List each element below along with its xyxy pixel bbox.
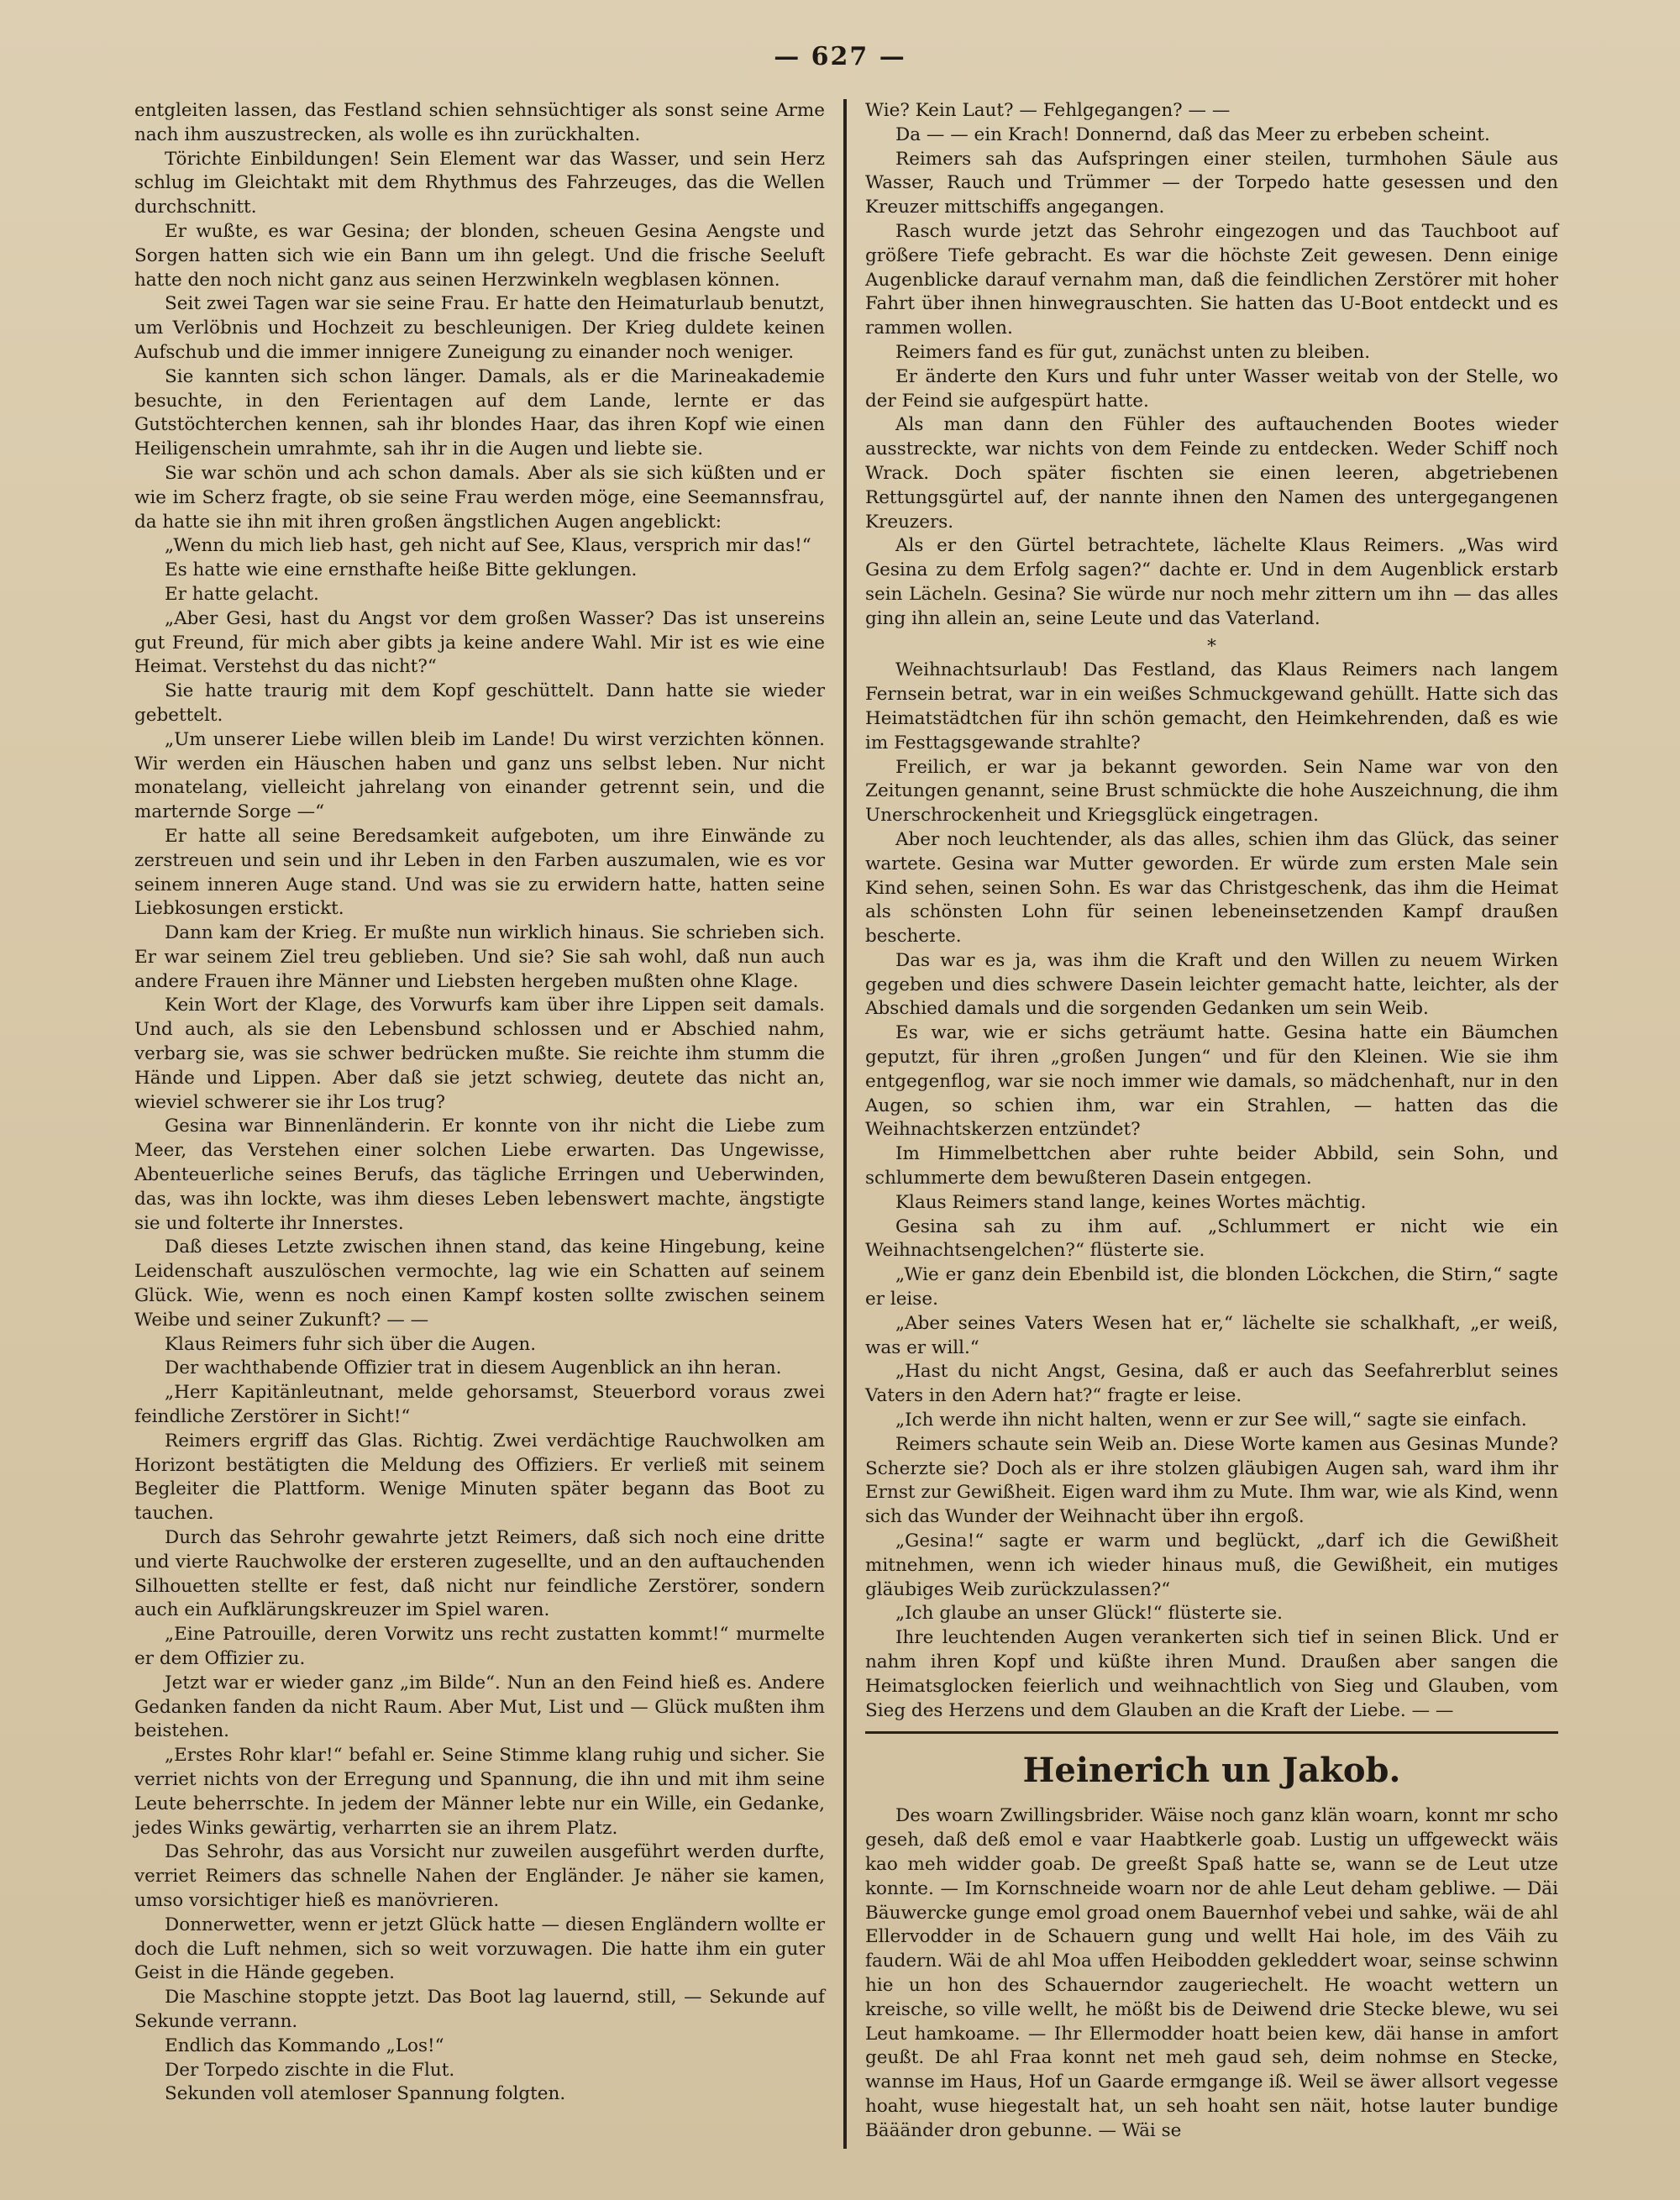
left-column (134, 99, 825, 2107)
paragraph: „Erstes Rohr klar!“ befahl er. Seine Stimme klang ruhig und sicher. Sie verriet nichts von der Erregung und Spannung, die ihn und mit ihm seine Leute beherrschte. In jedem der Männer lebte nur ein Wille, ein Gedanke, jedes Winks gewärtig, verharrten sie an ihrem Platz. (134, 1745, 825, 1839)
paragraph: „Eine Patrouille, deren Vorwitz uns recht zustatten kommt!“ murmelte er dem Offizier zu. (134, 1624, 825, 1669)
right-column (865, 99, 1558, 2144)
paragraph: Das Sehrohr, das aus Vorsicht nur zuweilen ausgeführt werden durfte, verriet Reimers das schnelle Nahen der Engländer. Je näher sie kamen, umso vorsichtiger hieß es manövrieren. (134, 1841, 825, 1911)
paragraph: Donnerwetter, wenn er jetzt Glück hatte — diesen Engländern wollte er doch die Luft nehmen, sich so weit vorzuwagen. Die hatte ihm ein guter Geist in die Hände gegeben. (134, 1914, 825, 1984)
paragraph: „Hast du nicht Angst, Gesina, daß er auch das Seefahrerblut seines Vaters in den Adern hat?“ fragte er leise. (865, 1361, 1558, 1407)
paragraph: Des woarn Zwillingsbrider. Wäise noch ganz klän woarn, konnt mr scho geseh, daß deß emol e vaar Haabtkerle goab. Lustig un uffgeweckt wäis kao meh widder goab. De greeßt Spaß hatte se, wann se de Leut utze konnte. — Im Kornschneide woarn nor de ahle Leut deham gebliwe. — Däi Bäuwercke gunge emol groad onem Bauernhof vebei und sahke, wäi de ahl Ellervodder in de Schauern gung und wellt Hai hole, im des Väih zu faudern. Wäi de ahl Moa uffen Heibodden gekleddert woar, seinse schwinn hie un hon des Schauerndor zaugeriechelt. He woacht wettern un kreische, so ville wellt, he mößt bis de Deiwend drie Stecke blewe, wu sei Leut hamkoame. — Ihr Ellermodder hoatt beien kew, däi hanse in amfort geußt. De ahl Fraa konnt net meh gaud seh, deim nohmse en Stecke, wannse im Haus, Hof un Gaarde ermgange iß. Weil se äwer allsort vegesse hoaht, wuse hiegestalt hat, un seh hoaht sen näit, hotse lauter bundige Bääänder dron gebunne. — Wäi se (865, 1805, 1558, 2141)
paragraph: Reimers fand es für gut, zunächst unten zu bleiben. (895, 341, 1371, 363)
paragraph: Reimers ergriff das Glas. Richtig. Zwei verdächtige Rauchwolken am Horizont bestätigten die Meldung des Offiziers. Er verließ mit seinem Begleiter die Plattform. Wenige Minuten später begann das Boot zu tauchen. (134, 1430, 825, 1525)
paragraph: „Um unserer Liebe willen bleib im Lande! Du wirst verzichten können. Wir werden ein Häuschen haben und ganz uns selbst leben. Nur nicht monatelang, vielleicht jahrelang von einander getrennt sein, und die marternde Sorge —“ (134, 728, 825, 823)
paragraph: Er wußte, es war Gesina; der blonden, scheuen Gesina Aengste und Sorgen hatten sich wie ein Bann um ihn gelegt. Und die frische Seeluft hatte den noch nicht ganz aus seinen Herzwinkeln wegblasen können. (134, 220, 825, 291)
paragraph: Weihnachtsurlaub! Das Festland, das Klaus Reimers nach langem Fernsein betrat, war in ein weißes Schmuckgewand gehüllt. Hatte sich das Heimatstädtchen für ihn schön gemacht, den Heimkehrenden, daß es wie im Festtagsgewande strahlte? (865, 659, 1558, 753)
paragraph: Aber noch leuchtender, als das alles, schien ihm das Glück, das seiner wartete. Gesina war Mutter geworden. Er würde zum ersten Male sein Kind sehen, seinen Sohn. Es war das Christgeschenk, das ihm die Heimat als schönsten Lohn für seinen lebeneinsetzenden Kampf draußen bescherte. (865, 828, 1558, 948)
paragraph: Wie? Kein Laut? — Fehlgegangen? — — (865, 100, 1231, 121)
paragraph: Seit zwei Tagen war sie seine Frau. Er hatte den Heimaturlaub benutzt, um Verlöbnis und Hochzeit zu beschleunigen. Der Krieg duldete keinen Aufschub und die immer innigere Zuneigung zu einander noch weniger. (134, 293, 825, 363)
paragraph: „Ich glaube an unser Glück!“ flüsterte sie. (895, 1603, 1284, 1625)
paragraph: Jetzt war er wieder ganz „im Bilde“. Nun an den Feind hieß es. Andere Gedanken fanden da nicht Raum. Aber Mut, List und — Glück mußten ihm beistehen. (134, 1672, 825, 1742)
paragraph: Freilich, er war ja bekannt geworden. Sein Name war von den Zeitungen genannt, seine Brust schmückte die hohe Auszeichnung, die ihm Unerschrockenheit und Kriegsglück eingetragen. (865, 756, 1558, 827)
story-body (865, 1804, 1558, 2143)
section-separator: * (1207, 635, 1216, 657)
paragraph: Da — — ein Krach! Donnernd, daß das Meer zu erbeben scheint. (895, 123, 1490, 145)
paragraph: Gesina war Binnenländerin. Er konnte von ihr nicht die Liebe zum Meer, das Verstehen einer solchen Liebe erwarten. Das Ungewisse, Abenteuerliche seines Berufs, das tägliche Erringen und Ueberwinden, das, was ihn lockte, was ihm dieses Leben lebenswert machte, ängstigte sie und folterte ihr Innerstes. (134, 1116, 825, 1234)
paragraph: „Wenn du mich lieb hast, geh nicht auf See, Klaus, versprich mir das!“ (165, 535, 811, 557)
story-title: Heinerich un Jakob. (1022, 1751, 1401, 1791)
paragraph: Der Torpedo zischte in die Flut. (165, 2059, 455, 2081)
right-column-story-part-2 (865, 659, 1558, 1723)
paragraph: entgleiten lassen, das Festland schien sehnsüchtiger als sonst seine Arme nach ihm auszustrecken, als wolle es ihn zurückhalten. (134, 100, 825, 145)
paragraph: Als man dann den Fühler des auftauchenden Bootes wieder ausstreckte, war nichts von dem Feinde zu entdecken. Weder Schiff noch Wrack. Doch später fischten sie einen leeren, abgetriebenen Rettungsgürtel auf, der nannte ihnen den Namen des untergegangenen Kreuzers. (865, 414, 1558, 533)
paragraph: Rasch wurde jetzt das Sehrohr eingezogen und das Tauchboot auf größere Tiefe gebracht. Es war die höchste Zeit gewesen. Denn einige Augenblicke darauf vernahm man, daß die feindlichen Zerstörer mit hoher Fahrt über ihnen hinwegrauschten. Sie hatten das U-Boot entdeckt und es rammen wollen. (865, 220, 1558, 339)
paragraph: Durch das Sehrohr gewahrte jetzt Reimers, daß sich noch eine dritte und vierte Rauchwolke der ersteren zugesellte, und an den auftauchenden Silhouetten stellte er fest, daß nicht nur feindliche Zerstörer, sondern auch ein Aufklärungskreuzer im Spiel waren. (134, 1527, 825, 1621)
paragraph: Klaus Reimers stand lange, keines Wortes mächtig. (895, 1191, 1367, 1213)
paragraph: Als er den Gürtel betrachtete, lächelte Klaus Reimers. „Was wird Gesina zu dem Erfolg sagen?“ dachte er. Und in dem Augenblick erstarb sein Lächeln. Gesina? Sie würde nur noch mehr zittern um ihn — das alles ging ihn allein an, seine Leute und das Vaterland. (865, 535, 1558, 629)
paragraph: Er änderte den Kurs und fuhr unter Wasser weitab von der Stelle, wo der Feind sie aufgespürt hatte. (865, 365, 1558, 412)
paragraph: Sekunden voll atemloser Spannung folgten. (165, 2083, 566, 2105)
paragraph: Endlich das Kommando „Los!“ (165, 2035, 444, 2056)
paragraph: Törichte Einbildungen! Sein Element war das Wasser, und sein Herz schlug im Gleichtakt mit dem Rhythmus des Fahrzeuges, das die Wellen durchschnitt. (134, 148, 825, 218)
column-divider (843, 99, 847, 2149)
paragraph: Im Himmelbettchen aber ruhte beider Abbild, sein Sohn, und schlummerte dem bewußteren Dasein entgegen. (865, 1143, 1558, 1189)
paragraph: Das war es ja, was ihm die Kraft und den Willen zu neuem Wirken gegeben und dies schwere Dasein leichter gemacht hatte, leichter, als der Abschied damals und die sorgenden Gedanken um sein Weib. (865, 949, 1558, 1020)
paragraph: Kein Wort der Klage, des Vorwurfs kam über ihre Lippen seit damals. Und auch, als sie den Lebensbund schlossen und er Abschied nahm, verbarg sie, was sie schwer bedrücken mußte. Sie reichte ihm stumm die Hände und Lippen. Aber daß sie jetzt schwieg, deutete das nicht an, wieviel schwerer sie ihr Los trug? (134, 995, 825, 1113)
paragraph: Reimers sah das Aufspringen einer steilen, turmhohen Säule aus Wasser, Rauch und Trümmer — der Torpedo hatte gesessen und den Kreuzer mittschiffs angegangen. (865, 148, 1558, 218)
paragraph: „Aber Gesi, hast du Angst vor dem großen Wasser? Das ist unsereins gut Freund, für mich aber gibts ja keine andere Wahl. Mir ist es wie eine Heimat. Verstehst du das nicht?“ (134, 607, 825, 678)
paragraph: Dann kam der Krieg. Er mußte nun wirklich hinaus. Sie schrieben sich. Er war seinem Ziel treu geblieben. Und sie? Sie sah wohl, daß nun auch andere Frauen ihre Männer und Liebsten hergeben mußten ohne Klage. (134, 922, 825, 992)
paragraph: „Wie er ganz dein Ebenbild ist, die blonden Löckchen, die Stirn,“ sagte er leise. (865, 1264, 1558, 1310)
paragraph: Sie war schön und ach schon damals. Aber als sie sich küßten und er wie im Scherz fragte, ob sie seine Frau werden möge, eine Seemannsfrau, da hatte sie ihn mit ihren großen ängstlichen Augen angeblickt: (134, 462, 825, 533)
paragraph: Es war, wie er sichs geträumt hatte. Gesina hatte ein Bäumchen geputzt, für ihren „großen Jungen“ und für den Kleinen. Wie sie ihm entgegenflog, war sie noch immer wie damals, so mädchenhaft, nur in den Augen, so schien ihm, war ein Strahlen, — hatten das die Weihnachtskerzen entzündet? (865, 1022, 1558, 1141)
paragraph: Er hatte all seine Beredsamkeit aufgeboten, um ihre Einwände zu zerstreuen und sein und ihr Leben in den Farben auszumalen, wie es vor seinem inneren Auge stand. Und was sie zu erwidern hatte, hatten seine Liebkosungen erstickt. (134, 825, 825, 920)
paragraph: Daß dieses Letzte zwischen ihnen stand, das keine Hingebung, keine Leidenschaft auszulöschen vermochte, lag wie ein Schatten auf seinem Glück. Wie, wenn es noch einen Kampf kosten sollte zwischen seinem Weibe und seiner Zukunft? — — (134, 1237, 825, 1331)
paragraph: „Aber seines Vaters Wesen hat er,“ lächelte sie schalkhaft, „er weiß, was er will.“ (865, 1312, 1558, 1358)
paragraph: Sie kannten sich schon länger. Damals, als er die Marineakademie besuchte, in den Ferientagen auf dem Lande, lernte er das Gutstöchterchen kennen, sah ihr blondes Haar, das ihren Kopf wie einen Heiligenschein umrahmte, sah ihr in die Augen und liebte sie. (134, 365, 825, 460)
paragraph: Die Maschine stoppte jetzt. Das Boot lag lauernd, still, — Sekunde auf Sekunde verrann. (134, 1987, 825, 2032)
paragraph: „Gesina!“ sagte er warm und beglückt, „darf ich die Gewißheit mitnehmen, wenn ich wieder hinaus muß, die Gewißheit, ein mutiges gläubiges Weib zurückzulassen?“ (865, 1531, 1558, 1600)
paragraph: Es hatte wie eine ernsthafte heiße Bitte geklungen. (165, 559, 638, 581)
paragraph: Gesina sah zu ihm auf. „Schlummert er nicht wie ein Weihnachtsengelchen?“ flüsterte sie. (865, 1216, 1558, 1262)
paragraph: Reimers schaute sein Weib an. Diese Worte kamen aus Gesinas Munde? Scherzte sie? Doch als er ihre stolzen gläubigen Augen sah, ward ihm ihr Ernst zur Gewißheit. Eigen ward ihm zu Mute. Ihm war, wie als Kind, wenn sich das Wunder der Weihnacht über ihn ergoß. (865, 1433, 1558, 1528)
paragraph: Sie hatte traurig mit dem Kopf geschüttelt. Dann hatte sie wieder gebettelt. (134, 680, 825, 726)
paragraph: Der wachthabende Offizier trat in diesem Augenblick an ihn heran. (165, 1357, 782, 1379)
paragraph: Er hatte gelacht. (165, 583, 319, 605)
paragraph: „Herr Kapitänleutnant, melde gehorsamst, Steuerbord voraus zwei feindliche Zerstörer in Sicht!“ (134, 1382, 825, 1428)
paragraph: „Ich werde ihn nicht halten, wenn er zur See will,“ sagte sie einfach. (895, 1410, 1527, 1431)
story-divider (865, 1731, 1558, 1734)
paragraph: Klaus Reimers fuhr sich über die Augen. (165, 1333, 537, 1355)
page-number: — 627 — (774, 42, 906, 71)
paragraph: Ihre leuchtenden Augen verankerten sich tief in seinen Blick. Und er nahm ihren Kopf und küßte ihren Mund. Draußen aber sangen die Heimatsglocken feierlich und weihnachtlich von Sieg und Glauben, vom Sieg des Herzens und dem Glauben an die Kraft der Liebe. — — (865, 1627, 1558, 1721)
right-column-story-part-1 (865, 99, 1558, 632)
